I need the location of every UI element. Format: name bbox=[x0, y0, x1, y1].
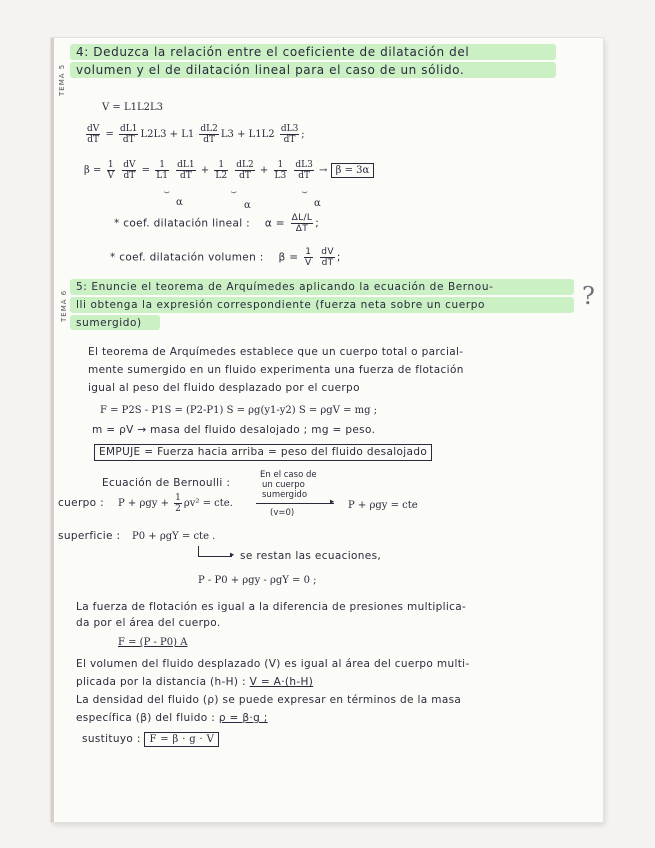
beta-equation: β = $\frac{1}{V}$ $\frac{dV}{dT}$ = $\frac{1}{L1}$ $\frac{dL1}{dT}$ + $\frac{1}{L2}$ $\frac{dL2}{dT}$ + $\frac{1}{L3}$ $\frac{dL3}{dT}$ → β = 3α bbox=[84, 160, 374, 181]
archimedes-text-line3: igual al peso del fluido desplazado por el cuerpo bbox=[88, 382, 360, 394]
substitution-row: sustituyo : F = β · g · V bbox=[82, 733, 219, 746]
page-margin-line bbox=[51, 38, 54, 822]
question-5-line1: 5: Enuncie el teorema de Arquímedes aplicando la ecuación de Bernou- bbox=[76, 281, 494, 293]
restan-text: se restan las ecuaciones, bbox=[240, 550, 382, 562]
density-equation: ρ = β·g ; bbox=[218, 712, 268, 724]
brace-alpha-2: ⏟ bbox=[231, 184, 237, 194]
conclusion-line2: da por el área del cuerpo. bbox=[76, 617, 221, 629]
brace-alpha-3: ⏟ bbox=[302, 184, 308, 194]
conclusion-line6: específica (β) del fluido : ρ = β·g ; bbox=[76, 712, 268, 724]
conclusion-line1: La fuerza de flotación es igual a la diferencia de presiones multiplica- bbox=[76, 601, 467, 613]
dvdt-equation: $\frac{dV}{dT}$ = $\frac{dL1}{dT}$ L2L3 + L1 $\frac{dL2}{dT}$ L3 + L1L2 $\frac{dL3}{dT}$ ; bbox=[87, 124, 305, 145]
restan-arrow-head: ▸ bbox=[230, 550, 235, 560]
question-5-line3: sumergido) bbox=[76, 317, 142, 329]
alpha-label-2: α bbox=[244, 200, 251, 211]
conclusion-line3: El volumen del fluido desplazado (V) es igual al área del cuerpo multi- bbox=[76, 658, 470, 670]
bernoulli-arrow-head: ▸ bbox=[330, 497, 335, 507]
volume-equation: V = L1L2L3 bbox=[102, 102, 163, 113]
question-mark-annotation: ? bbox=[582, 282, 595, 310]
bernoulli-note-3: sumergido bbox=[262, 490, 308, 500]
margin-tag-tema6: TEMA 6 bbox=[60, 289, 68, 322]
question-5-line2: lli obtenga la expresión correspondiente (fuerza neta sobre un cuerpo bbox=[76, 299, 486, 311]
alpha-label-3: α bbox=[314, 198, 321, 209]
cuerpo-equation: P + ρgy + $\frac{1}{2}$ ρv² = cte. bbox=[118, 493, 233, 514]
brace-alpha-1: ⏟ bbox=[164, 184, 170, 194]
empuje-box: EMPUJE = Fuerza hacia arriba = peso del fluido desalojado bbox=[94, 444, 432, 461]
coef-linear-row: * coef. dilatación lineal : α = $\frac{\Delta L/L}{\Delta T}$ ; bbox=[114, 213, 320, 234]
conclusion-line4: plicada por la distancia (h-H) : V = A·(h-H) bbox=[76, 676, 314, 688]
conclusion-line5: La densidad del fluido (ρ) se puede expresar en términos de la masa bbox=[76, 694, 462, 706]
bernoulli-note-2: un cuerpo bbox=[262, 480, 305, 490]
bernoulli-note-4: (v=0) bbox=[270, 508, 295, 518]
question-4-line1: 4: Deduzca la relación entre el coeficiente de dilatación del bbox=[76, 45, 470, 59]
superficie-label: superficie : bbox=[58, 530, 121, 542]
archimedes-text-line1: El teorema de Arquímedes establece que un cuerpo total o parcial- bbox=[88, 346, 464, 358]
bernoulli-title: Ecuación de Bernoulli : bbox=[102, 477, 231, 489]
restan-arrow-horizontal bbox=[198, 556, 232, 557]
coef-volume-row: * coef. dilatación volumen : β = $\frac{1}{V}$ $\frac{dV}{dT}$ ; bbox=[110, 247, 341, 268]
volume-area-equation: V = A·(h-H) bbox=[249, 676, 314, 688]
cuerpo-result-equation: P + ρgy = cte bbox=[348, 500, 418, 511]
cuerpo-label: cuerpo : bbox=[58, 497, 104, 509]
final-force-box: F = β · g · V bbox=[144, 732, 219, 747]
bernoulli-note-1: En el caso de bbox=[260, 470, 317, 480]
restan-arrow-vertical bbox=[198, 546, 199, 556]
mass-equation: m = ρV → masa del fluido desalojado ; mg = peso. bbox=[92, 424, 376, 436]
force-equation: F = P2S - P1S = (P2-P1) S = ρg(y1-y2) S = ρgV = mg ; bbox=[100, 405, 378, 416]
force-area-equation: F = (P - P0) A bbox=[118, 637, 188, 648]
alpha-label-1: α bbox=[176, 197, 183, 208]
beta-result-box: β = 3α bbox=[331, 163, 375, 178]
margin-tag-tema5: TEMA 5 bbox=[58, 63, 66, 96]
question-4-line2: volumen y el de dilatación lineal para el caso de un sólido. bbox=[76, 63, 465, 77]
bernoulli-arrow-line bbox=[256, 503, 334, 504]
superficie-equation: P0 + ρgY = cte . bbox=[132, 531, 216, 542]
archimedes-text-line2: mente sumergido en un fluido experimenta una fuerza de flotación bbox=[88, 364, 464, 376]
pressure-difference-equation: P - P0 + ρgy - ρgY = 0 ; bbox=[198, 575, 317, 586]
